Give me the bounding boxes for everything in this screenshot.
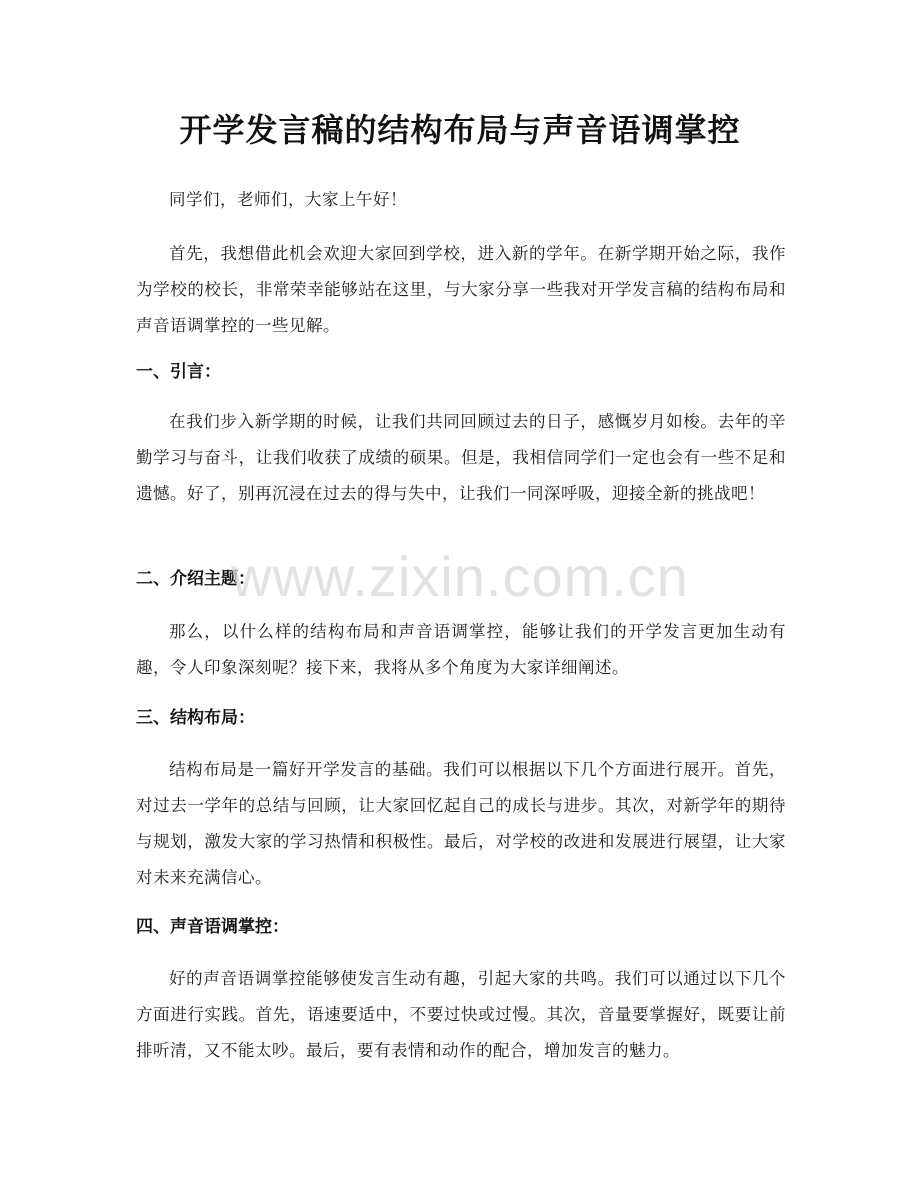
greeting-paragraph: 同学们，老师们，大家上午好！	[169, 190, 407, 209]
section-body-topic: 那么，以什么样的结构布局和声音语调掌控，能够让我们的开学发言更加生动有趣，令人印象深刻呢？接下来，我将从多个角度为大家详细阐述。	[136, 622, 786, 677]
section-body-structure: 结构布局是一篇好开学发言的基础。我们可以根据以下几个方面进行展开。首先，对过去一学年的总结与回顾，让大家回忆起自己的成长与进步。其次，对新学年的期待与规划，激发大家的学习热情和积极性。最后，对学校的改进和发展进行展望，让大家对未来充满信心。	[136, 760, 786, 887]
document-title: 开学发言稿的结构布局与声音语调掌控	[179, 111, 741, 149]
intro-paragraph: 首先，我想借此机会欢迎大家回到学校，进入新的学年。在新学期开始之际，我作为学校的校长，非常荣幸能够站在这里，与大家分享一些我对开学发言稿的结构布局和声音语调掌控的一些见解。	[136, 244, 786, 335]
section-heading-voice: 四、声音语调掌控：	[136, 917, 289, 937]
section-heading-topic: 二、介绍主题：	[136, 569, 255, 589]
section-body-voice: 好的声音语调掌控能够使发言生动有趣，引起大家的共鸣。我们可以通过以下几个方面进行实践。首先，语速要适中，不要过快或过慢。其次，音量要掌握好，既要让前排听清，又不能太吵。最后，要有表情和动作的配合，增加发言的魅力。	[136, 969, 786, 1060]
section-body-intro: 在我们步入新学期的时候，让我们共同回顾过去的日子，感慨岁月如梭。去年的辛勤学习与奋斗，让我们收获了成绩的硕果。但是，我相信同学们一定也会有一些不足和遗憾。好了，别再沉浸在过去的得与失中，让我们一同深呼吸，迎接全新的挑战吧！	[136, 412, 786, 503]
watermark: www.zixin.com.cn	[231, 545, 689, 608]
section-heading-intro: 一、引言：	[136, 362, 221, 382]
section-heading-structure: 三、结构布局：	[136, 708, 255, 728]
